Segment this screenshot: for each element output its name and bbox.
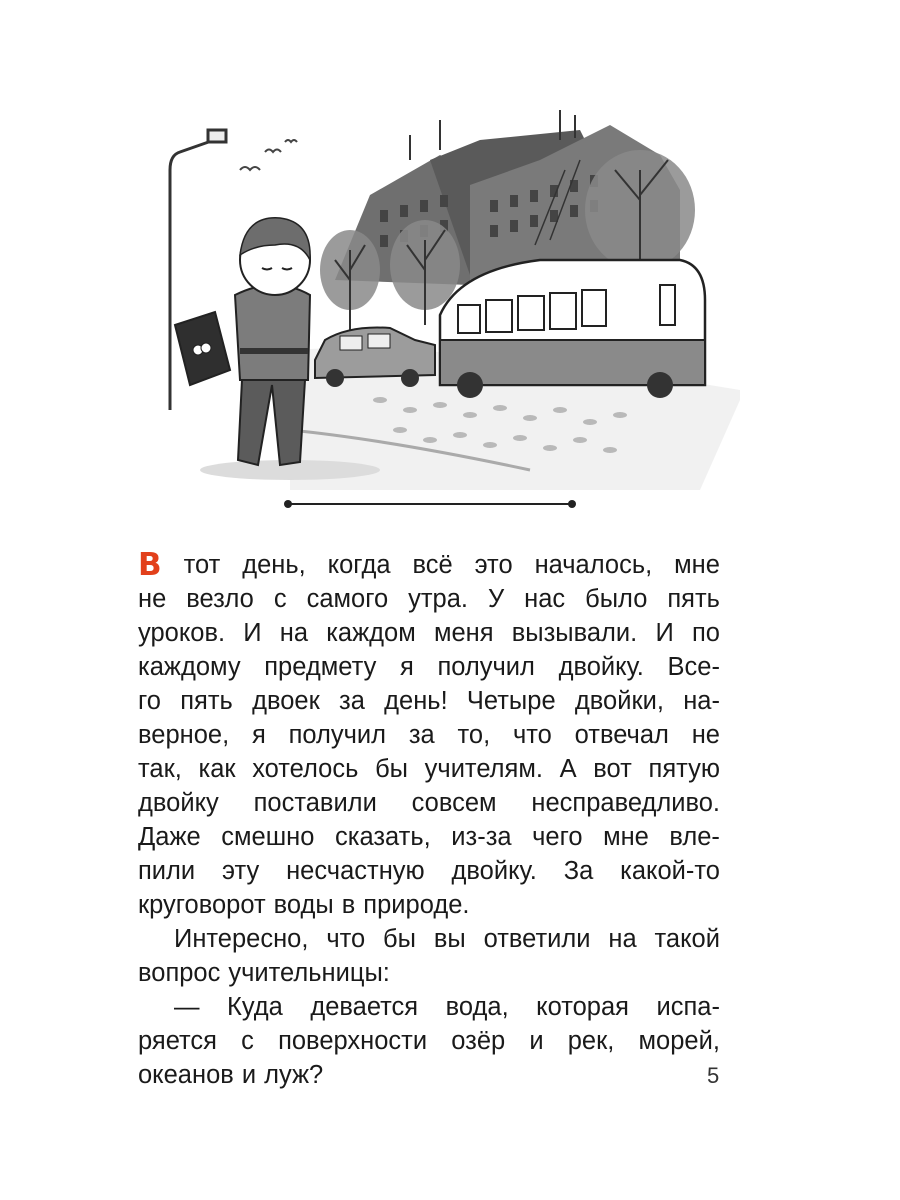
text-line: вопрос учительницы:: [138, 959, 390, 987]
text-line: Даже смешно сказать, из-за чего мне вле-: [138, 823, 720, 851]
text-line: ряется с поверхности озёр и рек, морей,: [138, 1027, 720, 1055]
page-number: 5: [707, 1063, 720, 1088]
text-line: пили эту несчастную двойку. За какой-то: [138, 857, 720, 885]
text-line: уроков. И на каждом меня вызывали. И по: [138, 619, 720, 647]
trolleybus-icon: [440, 260, 705, 398]
text-line: не везло с самого утра. У нас было пять: [138, 585, 720, 613]
text-line: круговорот воды в природе.: [138, 891, 470, 919]
text-line: океанов и луж?: [138, 1061, 324, 1089]
text-line: каждому предмету я получил двойку. Все-: [138, 653, 720, 681]
text-line: двойку поставили совсем несправедливо.: [138, 789, 720, 817]
text-line: — Куда девается вода, которая испа-: [174, 993, 720, 1021]
text-line: так, как хотелось бы учителям. А вот пятую: [138, 755, 720, 783]
text-line: В тот день, когда всё это началось, мне: [138, 547, 720, 583]
street-scene-illustration: [140, 100, 760, 490]
drop-cap: В: [138, 547, 162, 583]
text-line: Интересно, что бы вы ответили на такой: [174, 925, 720, 953]
section-divider: [282, 498, 578, 510]
story-text: [138, 548, 720, 1092]
text-line: го пять двоек за день! Четыре двойки, на-: [138, 687, 720, 715]
text-line: верное, я получил за то, что отвечал не: [138, 721, 720, 749]
birds-icon: [240, 140, 297, 170]
